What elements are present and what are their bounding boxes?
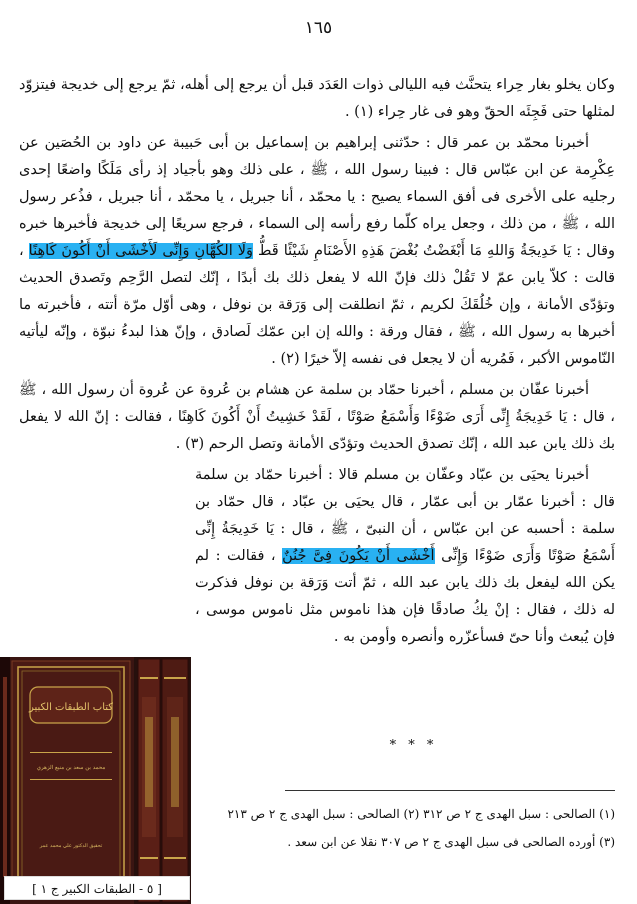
paragraph-2-text: أخبرنا محمّد بن عمر قال : حدّثنى إبراهيم بن إسماعيل بن أبى حَبيبة عن داود بن الحُصَين عن عِكْرِمة عن ابن عبّاس قال : فبينا رسول الله ، ﷺ ، على ذلك وهو بأجياد إذ رأى مَلَكًا واضعًا إحدى رجليه على الأخرى فى أفق السماء يصيح : يا محمّد ، أنا جبريل ، يا محمّد ، أنا جبريل ، فذُعر رسول الله ، ﷺ ، من ذلك ، وجعل يراه كلّما رفع رأسه إلى السماء ، فرجع سريعًا إلى خديجة فأخبرها خبره وقال : يَا خَدِيجَةُ وَاللهِ مَا أَبْغَضْتُ بُغْضَ هَذِهِ الأَصْنَامِ شَيْئًا قَطُّ xyxy=(19,135,615,259)
paragraph-4-text: أخبرنا يحيَى بن عبّاد وعفّان بن مسلم قالا : أخبرنا حمّاد بن سلمة قال : أخبرنا عمّار بن أبى عمّار ، قال يحيَى بن عبّاد ، قال حمّاد بن سلمة : أحسبه عن ابن عبّاس ، أن النبىّ ، ﷺ ، قال : يَا خَدِيجَةُ إِنِّى أَسْمَعُ صَوْتًا وَأَرَى ضَوْءًا وَإِنِّى xyxy=(195,467,615,564)
paragraph-4-text-continued: ، فقالت : لم يكن الله ليفعل بك ذلك يابن عبد الله ، ثمّ أتت وَرَقة بن نوفل فذكرت له ذلك ، فقال : إنْ يكُ صادقًا فإن هذا ناموس مثل ناموس موسى ، فإن يُبعث وأنا حىّ فسأعزّره وأنصره وأومن به . xyxy=(195,548,615,645)
paragraph-3: أخبرنا عفّان بن مسلم ، أخبرنا حمّاد بن سلمة عن هشام بن عُروة عن عُروة أن رسول الله ، ﷺ ، قال : يَا خَدِيجَةُ إِنِّى أَرَى ضَوْءًا وَأَسْمَعُ صَوْتًا ، لَقَدْ خَشِيتُ أَنْ أَكُونَ كَاهِنًا ، فقالت : إنّ الله لا يفعل بك ذلك يابن عبد الله ، إنّك تصدق الحديث وتؤدّى الأمانة وتصل الرحم (٣) . xyxy=(19,382,615,452)
paragraph-2 xyxy=(19,130,615,373)
cover-title: كتاب الطبقات الكبير xyxy=(28,702,114,713)
cover-author: محمد بن سعد بن منيع الزهري xyxy=(36,765,106,771)
main-text xyxy=(19,72,615,655)
paragraph-4 xyxy=(195,462,615,651)
highlighted-quote: وَلَا الكُهَّانِ وَإِنِّى لَأَخْشَى أَنْ أَكُونَ كَاهِنًا xyxy=(28,243,254,259)
footnote-divider xyxy=(285,790,615,791)
book-cover-image xyxy=(0,657,191,904)
footnote-line-1: (١) الصالحى : سبل الهدى ج ٢ ص ٣١٢ (٢) الصالحى : سبل الهدى ج ٢ ص ٢١٣ xyxy=(227,807,615,821)
cover-editor: تحقيق الدكتور علي محمد عمر xyxy=(39,843,103,849)
page-number: ١٦٥ xyxy=(304,18,333,38)
footnote-line-2: (٣) أورده الصالحى فى سبل الهدى ج ٢ ص ٣٠٧ نقلا عن ابن سعد . xyxy=(287,835,615,849)
highlighted-quote-2: أَخْشَى أَنْ يَكُونَ فِىَّ جُنُنٌ xyxy=(282,548,435,564)
page-footer: [ ٥ - الطبقات الكبير ج ١ ] xyxy=(4,876,190,900)
paragraph-2-text-continued: ، قالت : كلاّ يابن عمّ لا تَقُلْ ذلك فإنّ الله لا يفعل ذلك بك أبدًا ، إنّك لتصل الرَّحِم وتَصدق الحديث وتؤدّى الأمانة ، وإن خُلُقَكَ لكريم ، ثمّ انطلقت إلى وَرَقة بن نوفل ، وهى أوّل مرّة أتته ، فأخبرته ما أخبرها به رسول الله ، ﷺ ، فقال ورقة : والله إن ابن عمّك لَصادق ، وإنّ هذا لبدءُ نبوّة ، وإنّه ليأتيه النّاموس الأكبر ، فَمُريه أن لا يجعل فى نفسه إلاّ خيرًا (٢) . xyxy=(19,243,615,367)
section-separator: * * * xyxy=(389,738,438,753)
footnotes xyxy=(185,800,615,860)
paragraph-1: وكان يخلو بغار حِراء يتحنَّث فيه الليالى ذوات العَدَد قبل أن يرجع إلى أهله، ثمّ يرجع إلى خديجة فيتزوّد لمثلها حتى فَجِئَه الحقّ وهو فى غار حِراء (١) . xyxy=(19,77,615,120)
